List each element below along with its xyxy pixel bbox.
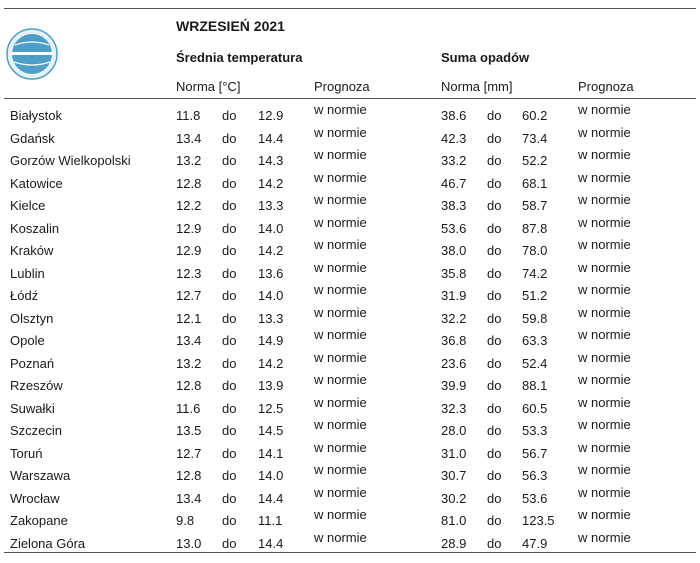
temp-norm-min: 13.4 [176,130,202,146]
table-row [0,528,700,551]
city-name: Gorzów Wielkopolski [10,153,131,168]
table-row [0,100,700,123]
temp-norm-max: 14.4 [258,130,284,146]
city-name: Poznań [10,355,55,371]
temp-norm-min: 12.7 [176,445,202,461]
precip-norm-max: 88.1 [522,378,548,393]
temp-norm-max: 14.4 [258,535,284,551]
precipitation-norm-label: Norma [mm] [441,79,513,94]
precip-norm-to: do [487,378,502,393]
temp-norm-min: 13.4 [176,333,202,348]
precip-norm-max: 56.7 [522,445,548,461]
precip-norm-max: 52.4 [522,355,548,371]
precip-norm-min: 53.6 [441,220,467,236]
temp-norm-max: 14.1 [258,445,284,461]
precip-norm-to: do [487,333,502,348]
precip-forecast: w normie [578,304,631,320]
temp-norm-max: 14.0 [258,468,284,483]
temp-norm-min: 12.8 [176,378,202,393]
temp-norm-max: 11.1 [258,513,283,528]
table-row [0,348,700,371]
temp-norm-max: 14.0 [258,220,284,236]
temp-forecast: w normie [314,417,367,432]
precip-norm-max: 58.7 [522,198,548,213]
bottom-rule [4,552,696,553]
temp-norm-max: 14.2 [258,355,284,371]
temp-norm-max: 14.9 [258,333,284,348]
temp-forecast: w normie [314,327,367,342]
precip-norm-to: do [487,288,502,303]
temp-norm-min: 13.5 [176,423,202,438]
precip-norm-max: 60.2 [522,108,548,123]
temp-forecast: w normie [314,349,367,365]
temp-forecast: w normie [314,169,367,185]
temperature-norm-label: Norma [°C] [176,79,241,94]
table-row [0,258,700,281]
precip-norm-min: 35.8 [441,265,467,281]
temp-norm-min: 12.7 [176,288,202,303]
precip-norm-min: 38.6 [441,108,467,123]
temp-norm-min: 12.8 [176,468,202,483]
temp-norm-min: 12.8 [176,175,202,191]
table-row [0,190,700,213]
temp-forecast: w normie [314,484,367,500]
precip-forecast: w normie [578,349,631,365]
table-row [0,145,700,168]
precip-norm-min: 38.0 [441,243,467,258]
temp-norm-to: do [222,445,237,461]
city-name: Białystok [10,108,63,123]
temp-norm-min: 13.2 [176,153,202,168]
precip-norm-max: 47.9 [522,535,548,551]
imgw-logo [6,28,58,80]
temp-norm-max: 13.3 [258,198,284,213]
city-name: Kraków [10,243,54,258]
precip-forecast: w normie [578,529,631,545]
temp-norm-min: 13.0 [176,535,202,551]
temp-norm-to: do [222,198,237,213]
temp-norm-max: 14.3 [258,153,284,168]
temp-norm-to: do [222,310,237,326]
temp-norm-max: 12.9 [258,108,284,123]
city-name: Kielce [10,198,46,213]
city-name: Zakopane [10,513,68,528]
temp-norm-max: 14.5 [258,423,284,438]
precip-forecast: w normie [578,124,631,140]
temp-norm-to: do [222,288,237,303]
temp-norm-to: do [222,333,237,348]
city-name: Suwałki [10,400,55,416]
temp-norm-max: 12.5 [258,400,284,416]
precip-norm-max: 53.6 [522,490,548,506]
precip-norm-max: 74.2 [522,265,548,281]
precip-norm-to: do [487,198,502,213]
precip-norm-max: 56.3 [522,468,548,483]
city-name: Opole [10,333,45,348]
precip-norm-min: 38.3 [441,198,467,213]
table-row [0,415,700,438]
temp-forecast: w normie [314,462,367,477]
temp-norm-to: do [222,108,237,123]
precip-norm-min: 33.2 [441,153,467,168]
precip-norm-max: 78.0 [522,243,548,258]
temp-forecast: w normie [314,237,367,252]
precip-norm-min: 23.6 [441,355,467,371]
table-row [0,235,700,258]
precip-norm-min: 36.8 [441,333,467,348]
temp-norm-min: 12.2 [176,198,202,213]
table-row [0,393,700,416]
precip-norm-min: 39.9 [441,378,467,393]
precip-forecast: w normie [578,237,631,252]
precip-norm-min: 28.9 [441,535,467,551]
precip-norm-to: do [487,445,502,461]
temp-norm-max: 14.4 [258,490,284,506]
precip-forecast: w normie [578,439,631,455]
table-row [0,325,700,348]
temp-forecast: w normie [314,102,367,117]
precip-norm-to: do [487,355,502,371]
precip-forecast: w normie [578,102,631,117]
precip-forecast: w normie [578,417,631,432]
precip-norm-to: do [487,535,502,551]
temp-forecast: w normie [314,394,367,410]
city-name: Szczecin [10,423,63,438]
precip-norm-to: do [487,468,502,483]
precip-norm-max: 87.8 [522,220,548,236]
precip-norm-min: 81.0 [441,513,467,528]
precip-norm-max: 68.1 [522,175,548,191]
city-name: Katowice [10,175,63,191]
table-row [0,213,700,236]
temp-norm-max: 14.2 [258,175,284,191]
temp-norm-to: do [222,535,237,551]
temp-norm-max: 13.6 [258,265,284,281]
temp-forecast: w normie [314,507,367,522]
precip-norm-max: 63.3 [522,333,548,348]
city-name: Wrocław [10,490,60,506]
temp-norm-min: 12.9 [176,220,202,236]
precip-forecast: w normie [578,282,631,297]
temp-forecast: w normie [314,304,367,320]
precip-norm-to: do [487,220,502,236]
precip-forecast: w normie [578,372,631,387]
temp-norm-min: 11.8 [176,108,201,123]
precip-norm-to: do [487,243,502,258]
temp-norm-min: 9.8 [176,513,195,528]
table-row [0,505,700,528]
precip-norm-max: 51.2 [522,288,548,303]
precip-norm-to: do [487,175,502,191]
city-name: Toruń [10,445,43,461]
temp-norm-min: 13.2 [176,355,202,371]
temp-norm-min: 11.6 [176,400,201,416]
city-name: Gdańsk [10,130,55,146]
temp-norm-max: 13.3 [258,310,284,326]
precip-norm-min: 32.2 [441,310,467,326]
temp-norm-to: do [222,130,237,146]
precip-norm-max: 52.2 [522,153,548,168]
header-rule [4,98,696,99]
city-name: Rzeszów [10,378,63,393]
precip-norm-to: do [487,153,502,168]
city-name: Łódź [10,288,39,303]
precip-forecast: w normie [578,192,631,207]
temp-forecast: w normie [314,282,367,297]
city-name: Olsztyn [10,310,54,326]
page-title: WRZESIEŃ 2021 [176,18,285,34]
precip-forecast: w normie [578,327,631,342]
temp-norm-to: do [222,513,237,528]
temp-forecast: w normie [314,259,367,275]
precip-forecast: w normie [578,484,631,500]
temp-norm-min: 12.9 [176,243,202,258]
temp-forecast: w normie [314,192,367,207]
temp-norm-min: 12.3 [176,265,202,281]
precipitation-heading: Suma opadów [441,50,530,65]
temp-norm-to: do [222,153,237,168]
table-row [0,370,700,393]
table-row [0,460,700,483]
precip-norm-min: 28.0 [441,423,467,438]
temp-norm-to: do [222,175,237,191]
temp-forecast: w normie [314,372,367,387]
temp-norm-to: do [222,243,237,258]
precip-forecast: w normie [578,394,631,410]
temp-norm-max: 14.0 [258,288,284,303]
temp-norm-to: do [222,378,237,393]
temp-norm-to: do [222,400,237,416]
precip-forecast: w normie [578,507,631,522]
temp-forecast: w normie [314,529,367,545]
top-rule [4,8,696,9]
temp-norm-min: 12.1 [176,310,202,326]
precip-norm-min: 42.3 [441,130,467,146]
precip-norm-to: do [487,310,502,326]
precip-norm-to: do [487,108,502,123]
precip-norm-to: do [487,400,502,416]
precip-norm-min: 31.9 [441,288,467,303]
city-name: Zielona Góra [10,535,86,551]
precip-norm-max: 59.8 [522,310,548,326]
temp-norm-min: 13.4 [176,490,202,506]
city-name: Koszalin [10,220,60,236]
precip-norm-min: 31.0 [441,445,467,461]
precip-forecast: w normie [578,259,631,275]
precip-norm-min: 30.7 [441,468,467,483]
precip-norm-max: 123.5 [522,513,555,528]
precip-forecast: w normie [578,147,631,162]
temp-forecast: w normie [314,147,367,162]
temperature-heading: Średnia temperatura [176,50,303,65]
temp-norm-to: do [222,423,237,438]
temperature-forecast-label: Prognoza [314,79,370,94]
precip-norm-min: 32.3 [441,400,467,416]
precip-norm-to: do [487,423,502,438]
temp-forecast: w normie [314,439,367,455]
temp-norm-max: 13.9 [258,378,284,393]
precip-norm-to: do [487,513,502,528]
temp-forecast: w normie [314,124,367,140]
temp-norm-max: 14.2 [258,243,284,258]
temp-norm-to: do [222,490,237,506]
temp-norm-to: do [222,355,237,371]
temp-norm-to: do [222,220,237,236]
imgw-logo-mark [6,28,58,80]
table-row [0,168,700,191]
table-row [0,303,700,326]
precip-norm-max: 60.5 [522,400,548,416]
precip-norm-max: 53.3 [522,423,548,438]
table-row [0,483,700,506]
table-row [0,123,700,146]
temp-forecast: w normie [314,214,367,230]
precipitation-forecast-label: Prognoza [578,79,634,94]
precip-forecast: w normie [578,214,631,230]
precip-norm-min: 46.7 [441,175,467,191]
precip-forecast: w normie [578,169,631,185]
table-row [0,280,700,303]
precip-norm-max: 73.4 [522,130,548,146]
precip-norm-to: do [487,130,502,146]
city-name: Lublin [10,265,45,281]
precip-forecast: w normie [578,462,631,477]
table-row [0,438,700,461]
temp-norm-to: do [222,468,237,483]
temp-norm-to: do [222,265,237,281]
city-name: Warszawa [10,468,71,483]
precip-norm-to: do [487,490,502,506]
precip-norm-min: 30.2 [441,490,467,506]
precip-norm-to: do [487,265,502,281]
